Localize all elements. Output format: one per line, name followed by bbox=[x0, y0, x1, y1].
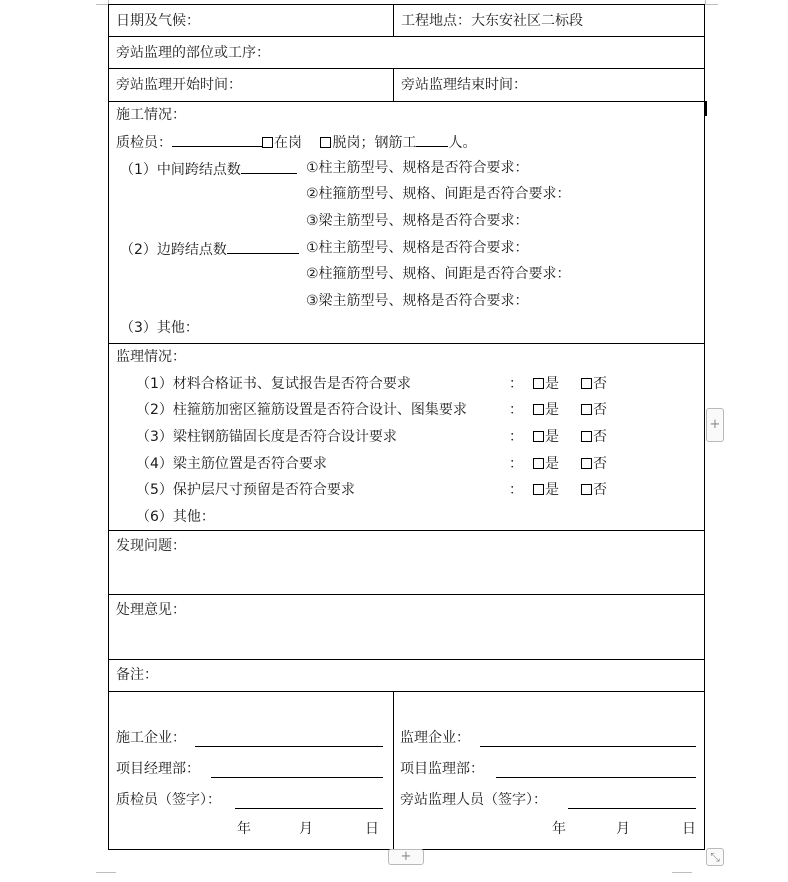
edge-check-1: ①柱主筋型号、规格是否符合要求： bbox=[306, 240, 529, 256]
date-month: 月 bbox=[616, 821, 630, 837]
problems-label: 发现问题： bbox=[116, 538, 186, 554]
signature-section bbox=[109, 692, 704, 849]
inspector-label: 质检员： bbox=[116, 135, 172, 151]
add-column-button[interactable] bbox=[706, 408, 724, 442]
edge-span-joints-label: （2）边跨结点数 bbox=[120, 242, 227, 258]
supervision-company-line[interactable] bbox=[480, 745, 696, 747]
supervision-other: （6）其他： bbox=[136, 509, 215, 525]
plus-icon: + bbox=[400, 849, 412, 864]
construction-dept-line[interactable] bbox=[211, 776, 383, 778]
rebar-worker-count-blank[interactable] bbox=[416, 132, 448, 147]
no-checkbox[interactable] bbox=[581, 378, 592, 389]
yes-checkbox[interactable] bbox=[533, 378, 544, 389]
construction-other: （3）其他： bbox=[120, 320, 199, 336]
no-option[interactable] bbox=[581, 481, 607, 499]
date-location-row bbox=[109, 5, 704, 37]
no-checkbox[interactable] bbox=[581, 458, 592, 469]
resize-icon: ⤡ bbox=[710, 850, 720, 864]
supervision-section[interactable] bbox=[109, 344, 704, 531]
no-label: 否 bbox=[593, 456, 607, 472]
yes-label: 是 bbox=[545, 402, 559, 418]
yes-label: 是 bbox=[545, 376, 559, 392]
supervision-company-label: 监理企业： bbox=[400, 730, 470, 746]
project-location-cell[interactable] bbox=[393, 5, 704, 36]
yes-option[interactable] bbox=[533, 375, 559, 393]
date-weather-label: 日期及气候： bbox=[116, 13, 200, 29]
off-duty-label: 脱岗；钢筋工 bbox=[332, 135, 417, 151]
date-month: 月 bbox=[299, 821, 313, 837]
supervised-part-label: 旁站监理的部位或工序： bbox=[116, 45, 270, 61]
yes-label: 是 bbox=[545, 482, 559, 498]
on-duty-label: 在岗 bbox=[274, 135, 302, 151]
remarks-section[interactable] bbox=[109, 660, 704, 692]
construction-company-line[interactable] bbox=[195, 745, 383, 747]
mid-check-2: ②柱箍筋型号、规格、间距是否符合要求： bbox=[306, 186, 571, 202]
yes-no-colon: ： bbox=[509, 429, 523, 445]
date-year: 年 bbox=[237, 821, 251, 837]
supervision-record-table bbox=[108, 4, 705, 850]
yes-no-colon: ： bbox=[509, 402, 523, 418]
end-time-cell[interactable] bbox=[393, 69, 704, 101]
yes-label: 是 bbox=[545, 429, 559, 445]
plus-icon: + bbox=[709, 417, 721, 432]
time-row bbox=[109, 69, 704, 102]
date-weather-cell[interactable] bbox=[109, 5, 393, 36]
opinion-label: 处理意见： bbox=[116, 602, 186, 618]
supervision-title: 监理情况： bbox=[116, 349, 186, 365]
inspector-blank[interactable] bbox=[172, 132, 262, 147]
inspector-line bbox=[116, 132, 476, 152]
quality-inspector-sign-line[interactable] bbox=[235, 807, 383, 809]
off-duty-checkbox[interactable] bbox=[320, 137, 331, 148]
no-label: 否 bbox=[593, 482, 607, 498]
no-option[interactable] bbox=[581, 401, 607, 419]
yes-option[interactable] bbox=[533, 481, 559, 499]
supervision-item-text: （1）材料合格证书、复试报告是否符合要求 bbox=[136, 376, 411, 392]
date-year: 年 bbox=[552, 821, 566, 837]
no-checkbox[interactable] bbox=[581, 431, 592, 442]
project-location-label: 工程地点：大东安社区二标段 bbox=[401, 13, 583, 29]
yes-no-colon: ： bbox=[509, 456, 523, 472]
construction-dept-label: 项目经理部： bbox=[116, 761, 200, 777]
yes-checkbox[interactable] bbox=[533, 431, 544, 442]
no-option[interactable] bbox=[581, 375, 607, 393]
no-checkbox[interactable] bbox=[581, 484, 592, 495]
supervisor-sign-line[interactable] bbox=[568, 807, 696, 809]
construction-company-label: 施工企业： bbox=[116, 730, 186, 746]
end-time-label: 旁站监理结束时间： bbox=[401, 77, 527, 93]
supervision-item-text: （3）梁柱钢筋锚固长度是否符合设计要求 bbox=[136, 429, 397, 445]
yes-label: 是 bbox=[545, 456, 559, 472]
start-time-cell[interactable] bbox=[109, 69, 393, 101]
supervision-item-text: （2）柱箍筋加密区箍筋设置是否符合设计、图集要求 bbox=[136, 402, 467, 418]
page-corner-mark-top-right bbox=[705, 0, 718, 5]
yes-checkbox[interactable] bbox=[533, 458, 544, 469]
no-option[interactable] bbox=[581, 455, 607, 473]
yes-option[interactable] bbox=[533, 428, 559, 446]
yes-option[interactable] bbox=[533, 455, 559, 473]
yes-no-colon: ： bbox=[509, 482, 523, 498]
problems-section[interactable] bbox=[109, 531, 704, 595]
no-label: 否 bbox=[593, 376, 607, 392]
supervision-item-text: （5）保护层尺寸预留是否符合要求 bbox=[136, 482, 355, 498]
mid-span-joints-label: （1）中间跨结点数 bbox=[120, 162, 241, 178]
yes-checkbox[interactable] bbox=[533, 404, 544, 415]
construction-title: 施工情况： bbox=[116, 107, 186, 123]
yes-no-colon: ： bbox=[509, 376, 523, 392]
edge-span-joints-blank[interactable] bbox=[227, 239, 299, 254]
edge-check-2: ②柱箍筋型号、规格、间距是否符合要求： bbox=[306, 266, 571, 282]
mid-check-3: ③梁主筋型号、规格是否符合要求： bbox=[306, 213, 529, 229]
edge-check-3: ③梁主筋型号、规格是否符合要求： bbox=[306, 293, 529, 309]
no-label: 否 bbox=[593, 429, 607, 445]
supervision-item-text: （4）梁主筋位置是否符合要求 bbox=[136, 456, 327, 472]
no-label: 否 bbox=[593, 402, 607, 418]
date-day: 日 bbox=[682, 821, 696, 837]
supervision-dept-label: 项目监理部： bbox=[400, 761, 484, 777]
remarks-label: 备注： bbox=[116, 667, 158, 683]
yes-checkbox[interactable] bbox=[533, 484, 544, 495]
date-day: 日 bbox=[365, 821, 379, 837]
person-unit: 人。 bbox=[448, 135, 477, 151]
construction-section[interactable] bbox=[109, 102, 704, 344]
no-checkbox[interactable] bbox=[581, 404, 592, 415]
opinion-section[interactable] bbox=[109, 595, 704, 660]
add-row-button[interactable] bbox=[388, 849, 424, 865]
quality-inspector-sign-label: 质检员（签字）： bbox=[116, 792, 221, 808]
supervision-signature-cell[interactable] bbox=[393, 692, 704, 849]
mid-check-1: ①柱主筋型号、规格是否符合要求： bbox=[306, 160, 529, 176]
text-cursor bbox=[704, 101, 707, 116]
yes-option[interactable] bbox=[533, 401, 559, 419]
edge-span-joints-line bbox=[120, 239, 299, 259]
start-time-label: 旁站监理开始时间： bbox=[116, 77, 242, 93]
no-option[interactable] bbox=[581, 428, 607, 446]
on-duty-checkbox[interactable] bbox=[262, 137, 273, 148]
supervisor-sign-label: 旁站监理人员（签字）： bbox=[400, 792, 547, 808]
table-resize-handle[interactable] bbox=[706, 848, 724, 866]
construction-signature-cell[interactable] bbox=[109, 692, 393, 849]
supervision-dept-line[interactable] bbox=[496, 776, 696, 778]
mid-span-joints-blank[interactable] bbox=[241, 159, 297, 174]
mid-span-joints-line bbox=[120, 159, 297, 179]
supervised-part-row[interactable] bbox=[109, 37, 704, 69]
